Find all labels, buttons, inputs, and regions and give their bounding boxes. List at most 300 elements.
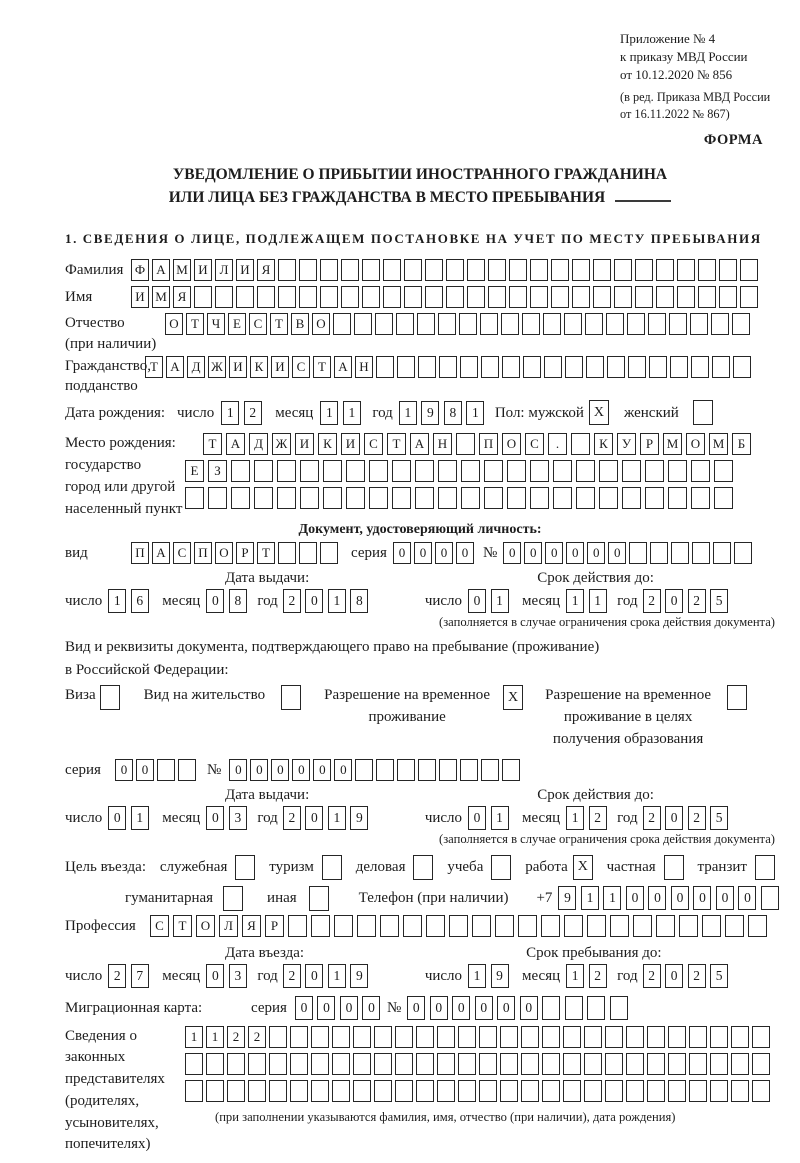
form-cell (323, 487, 342, 509)
form-cell (521, 1053, 539, 1075)
form-cell (584, 1053, 602, 1075)
identity-doc-header: Документ, удостоверяющий личность: (298, 522, 542, 538)
form-cell (392, 460, 411, 482)
form-cell (397, 356, 415, 378)
form-cell (467, 259, 485, 281)
form-cell: Р (265, 915, 284, 937)
form-cell (714, 487, 733, 509)
sex-label: Пол: мужской (494, 404, 584, 421)
form-cell: 1 (328, 589, 346, 613)
day-label: число (424, 809, 463, 826)
form-cell (668, 460, 687, 482)
form-cell (446, 259, 464, 281)
month-label: месяц (162, 967, 201, 984)
form-cell (733, 356, 751, 378)
birthplace-label-line: государство (65, 457, 142, 474)
form-cell (479, 1053, 497, 1075)
form-cell (320, 259, 338, 281)
surname-row (65, 259, 775, 281)
form-cell (740, 286, 758, 308)
form-cell: Я (242, 915, 261, 937)
form-cell (418, 759, 436, 781)
form-cell (648, 313, 666, 335)
form-cell (403, 915, 422, 937)
form-cell: Т (203, 433, 222, 455)
form-cell (290, 1026, 308, 1048)
form-cell: 0 (393, 542, 411, 564)
residence-valid-month (566, 806, 611, 830)
form-cell: О (196, 915, 215, 937)
purpose-commercial-checkbox (413, 855, 433, 880)
form-cell (458, 1026, 476, 1048)
birthplace-row1-cells (203, 433, 755, 455)
form-cell (488, 286, 506, 308)
day-label: число (424, 593, 463, 610)
form-cell (395, 1053, 413, 1075)
form-cell: М (173, 259, 191, 281)
form-cell (670, 356, 688, 378)
form-cell (288, 915, 307, 937)
valid-until-header: Срок действия до: (537, 786, 654, 803)
form-cell (714, 460, 733, 482)
year-label: год (257, 967, 278, 984)
form-cell: 2 (688, 806, 706, 830)
form-cell (438, 460, 457, 482)
form-cell (650, 542, 668, 564)
form-cell: М (709, 433, 728, 455)
purpose-option (698, 855, 775, 880)
form-cell (488, 259, 506, 281)
form-cell: Т (387, 433, 406, 455)
sex-female-label: женский (623, 404, 679, 421)
form-cell: 0 (693, 886, 711, 910)
form-cell (635, 259, 653, 281)
form-cell: О (686, 433, 705, 455)
form-cell: 0 (497, 996, 515, 1020)
month-label: месяц (522, 593, 561, 610)
form-cell (752, 1080, 770, 1102)
form-cell: 1 (108, 589, 126, 613)
form-cell (647, 1080, 665, 1102)
form-cell: 2 (589, 964, 607, 988)
form-cell: 0 (566, 542, 584, 564)
form-cell (544, 356, 562, 378)
form-cell: П (479, 433, 498, 455)
form-cell (509, 259, 527, 281)
phone-prefix: +7 (536, 890, 553, 907)
form-cell: 2 (283, 964, 301, 988)
representatives-row1-cells (185, 1026, 773, 1048)
form-cell (495, 915, 514, 937)
form-title (65, 163, 775, 210)
form-cell (541, 915, 560, 937)
residence-doc-intro-line2: в Российской Федерации: (65, 661, 229, 678)
form-cell: О (312, 313, 330, 335)
form-cell (320, 542, 338, 564)
form-cell (215, 286, 233, 308)
representatives-label-line: законных (65, 1049, 126, 1066)
representatives-label-line: (родителях, (65, 1092, 140, 1109)
phone-cells (558, 886, 783, 910)
stay-month (566, 964, 611, 988)
form-cell (416, 1026, 434, 1048)
profession-row (65, 915, 775, 937)
form-cell (668, 487, 687, 509)
form-cell: 0 (313, 759, 331, 781)
form-cell (500, 1053, 518, 1075)
form-cell (691, 356, 709, 378)
form-cell (507, 487, 526, 509)
form-cell: А (410, 433, 429, 455)
form-cell (629, 542, 647, 564)
birthdate-label: Дата рождения: (65, 404, 166, 421)
form-cell (542, 1026, 560, 1048)
form-cell (369, 460, 388, 482)
residence-date-headers (65, 787, 775, 804)
birth-month-cells (320, 401, 365, 425)
form-cell (461, 460, 480, 482)
form-cell: 1 (491, 589, 509, 613)
form-cell: 9 (350, 964, 368, 988)
form-cell (692, 542, 710, 564)
form-cell (698, 286, 716, 308)
visa-checkbox (100, 685, 120, 710)
form-cell: Л (219, 915, 238, 937)
visa-label: Виза (65, 687, 96, 704)
purpose-option (447, 855, 511, 880)
form-cell (208, 487, 227, 509)
form-cell (236, 286, 254, 308)
form-cell (484, 487, 503, 509)
form-cell (523, 356, 541, 378)
citizenship-label-line2: подданство (65, 378, 138, 395)
doc-series-cells (393, 542, 477, 564)
form-cell (509, 286, 527, 308)
birthplace-label-line: город или другой (65, 478, 176, 495)
form-cell (564, 313, 582, 335)
form-cell (425, 286, 443, 308)
residence-doc-series-row (65, 759, 775, 781)
form-title-line1: УВЕДОМЛЕНИЕ О ПРИБЫТИИ ИНОСТРАННОГО ГРАЖДАНИНА (172, 165, 668, 183)
patronymic-label (65, 313, 165, 354)
form-cell: 0 (468, 806, 486, 830)
form-cell: 0 (136, 759, 154, 781)
form-cell (740, 259, 758, 281)
form-cell (614, 259, 632, 281)
form-cell: 1 (328, 806, 346, 830)
form-cell (376, 759, 394, 781)
form-cell: 8 (444, 401, 462, 425)
doc-kind-label: вид (65, 545, 88, 562)
form-cell: 0 (435, 542, 453, 564)
form-cell (530, 286, 548, 308)
form-cell: И (295, 433, 314, 455)
month-label: месяц (162, 593, 201, 610)
form-cell: З (208, 460, 227, 482)
form-cell (353, 1026, 371, 1048)
day-label: число (65, 967, 103, 984)
birthplace-block (65, 433, 775, 520)
form-cell: С (525, 433, 544, 455)
form-cell (593, 259, 611, 281)
form-cell: 2 (688, 964, 706, 988)
form-cell (543, 313, 561, 335)
form-cell (671, 542, 689, 564)
form-cell (323, 460, 342, 482)
purpose-option (607, 855, 684, 880)
form-cell (656, 286, 674, 308)
form-cell (206, 1080, 224, 1102)
form-cell (269, 1026, 287, 1048)
form-cell (357, 915, 376, 937)
representatives-note: (при заполнении указываются фамилия, имя, отчество (при наличии), дата рождения) (215, 1109, 676, 1124)
form-cell: 1 (589, 589, 607, 613)
form-cell (334, 915, 353, 937)
form-cell: 0 (295, 996, 313, 1020)
doc-valid-day (468, 589, 513, 613)
form-cell (438, 313, 456, 335)
birthplace-label-line: населенный пункт (65, 500, 183, 517)
form-cell (530, 460, 549, 482)
birthplace-label-line: Место рождения: (65, 435, 176, 452)
form-cell: 1 (399, 401, 417, 425)
form-cell: Л (215, 259, 233, 281)
form-cell: 2 (589, 806, 607, 830)
form-cell (460, 356, 478, 378)
form-cell: 0 (648, 886, 666, 910)
edu-residence-checkbox (727, 685, 747, 710)
form-cell: 9 (491, 964, 509, 988)
form-cell (587, 996, 605, 1020)
sex-male-checkbox: X (589, 400, 609, 425)
citizenship-label-line: Гражданство, (65, 357, 152, 374)
migration-number-cells (407, 996, 632, 1020)
form-cell: 5 (710, 806, 728, 830)
form-cell (481, 356, 499, 378)
form-cell: 0 (305, 806, 323, 830)
entry-date-headers (65, 945, 775, 962)
day-label: число (424, 967, 463, 984)
form-cell (628, 356, 646, 378)
year-label: год (372, 404, 393, 421)
form-cell (299, 259, 317, 281)
form-cell: 0 (317, 996, 335, 1020)
form-cell (572, 286, 590, 308)
form-cell (689, 1080, 707, 1102)
form-cell (362, 286, 380, 308)
purpose-option-label: работа (525, 859, 568, 876)
form-cell (679, 915, 698, 937)
number-label: № (386, 999, 402, 1016)
form-cell (572, 259, 590, 281)
form-cell: 0 (626, 886, 644, 910)
form-cell (713, 542, 731, 564)
form-cell (439, 356, 457, 378)
form-cell (530, 259, 548, 281)
residence-issue-year (283, 806, 373, 830)
form-cell (690, 313, 708, 335)
form-cell (563, 1026, 581, 1048)
patronymic-cells (165, 313, 753, 335)
migration-card-label: Миграционная карта: (65, 999, 203, 1016)
birthdate-row (65, 400, 775, 425)
restriction-note: (заполняется в случае ограничения срока действия документа) (439, 615, 775, 630)
birthplace-cells (185, 433, 755, 514)
form-cell (383, 286, 401, 308)
firstname-row (65, 286, 775, 308)
form-cell: Т (257, 542, 275, 564)
form-cell (460, 759, 478, 781)
form-cell (277, 460, 296, 482)
surname-cells (131, 259, 761, 281)
form-cell (712, 356, 730, 378)
form-cell (446, 286, 464, 308)
purpose-other-checkbox (309, 886, 329, 911)
form-cell (362, 259, 380, 281)
form-cell (185, 487, 204, 509)
residence-valid-day (468, 806, 513, 830)
form-cell: 0 (665, 806, 683, 830)
form-cell (484, 460, 503, 482)
form-cell: О (165, 313, 183, 335)
form-cell (353, 1053, 371, 1075)
form-cell (689, 1026, 707, 1048)
form-cell (731, 1026, 749, 1048)
form-cell: И (236, 259, 254, 281)
form-cell: И (341, 433, 360, 455)
valid-until-header: Срок действия до: (537, 570, 654, 587)
day-label: число (65, 593, 103, 610)
form-cell (585, 313, 603, 335)
form-cell (257, 286, 275, 308)
form-cell (761, 886, 779, 910)
month-label: месяц (275, 404, 314, 421)
form-cell (553, 460, 572, 482)
profession-cells (150, 915, 771, 937)
form-cell (461, 487, 480, 509)
form-cell (622, 487, 641, 509)
representatives-label-line: усыновителях, (65, 1114, 159, 1131)
residence-issue-day (108, 806, 153, 830)
form-cell: 1 (566, 806, 584, 830)
form-cell: И (131, 286, 149, 308)
form-cell: О (215, 542, 233, 564)
form-cell (605, 1080, 623, 1102)
form-cell: Ж (208, 356, 226, 378)
form-cell (553, 487, 572, 509)
form-cell (354, 313, 372, 335)
form-cell: 6 (131, 589, 149, 613)
form-cell (374, 1026, 392, 1048)
form-cell: 0 (206, 589, 224, 613)
form-cell (277, 487, 296, 509)
form-cell: 1 (491, 806, 509, 830)
representatives-label-line: Сведения о (65, 1027, 137, 1044)
patronymic-row (65, 313, 775, 354)
form-cell (500, 1080, 518, 1102)
restriction-note: (заполняется в случае ограничения срока действия документа) (439, 831, 775, 846)
form-cell: 2 (643, 964, 661, 988)
doc-valid-year (643, 589, 733, 613)
revision-block (620, 89, 775, 123)
birthplace-row3-cells (185, 487, 755, 509)
form-cell: 0 (608, 542, 626, 564)
form-cell (380, 915, 399, 937)
form-cell (564, 915, 583, 937)
form-cell (185, 1080, 203, 1102)
form-cell (518, 915, 537, 937)
form-cell (725, 915, 744, 937)
form-cell (647, 1026, 665, 1048)
form-cell (481, 759, 499, 781)
form-cell (710, 1053, 728, 1075)
form-cell (563, 1080, 581, 1102)
purpose-tourism-checkbox (322, 855, 342, 880)
form-cell (415, 487, 434, 509)
edu-residence-label (537, 685, 719, 750)
form-cell (606, 313, 624, 335)
form-cell (254, 460, 273, 482)
form-cell: 1 (131, 806, 149, 830)
form-cell (438, 487, 457, 509)
sex-female-checkbox (693, 400, 713, 425)
form-cell: 0 (665, 589, 683, 613)
form-cell (677, 286, 695, 308)
form-cell (748, 915, 767, 937)
form-cell: А (334, 356, 352, 378)
form-cell (458, 1053, 476, 1075)
form-cell: 2 (244, 401, 262, 425)
form-cell: К (250, 356, 268, 378)
form-cell (449, 915, 468, 937)
form-cell (311, 1080, 329, 1102)
citizenship-label (65, 356, 152, 397)
temp-residence-label-line: Разрешение на временное (324, 687, 491, 704)
form-cell (656, 915, 675, 937)
form-cell (719, 259, 737, 281)
form-cell (458, 1080, 476, 1102)
purpose-option (525, 855, 593, 880)
purpose-option (356, 855, 434, 880)
form-cell: С (173, 542, 191, 564)
number-label: № (207, 761, 222, 778)
form-cell: 0 (206, 964, 224, 988)
form-cell (610, 996, 628, 1020)
form-cell (626, 1053, 644, 1075)
form-cell: О (502, 433, 521, 455)
form-cell: 2 (248, 1026, 266, 1048)
form-cell (395, 1080, 413, 1102)
revision-line: от 16.11.2022 № 867) (620, 106, 730, 121)
form-cell: Т (270, 313, 288, 335)
form-cell: Т (145, 356, 163, 378)
form-cell (397, 759, 415, 781)
purpose-option-label: гуманитарная (125, 890, 214, 907)
entry-month (206, 964, 251, 988)
form-cell (248, 1053, 266, 1075)
edu-residence-label-line: проживание в целях (563, 709, 693, 726)
form-cell (417, 313, 435, 335)
form-cell: 0 (545, 542, 563, 564)
appendix-line: Приложение № 4 (620, 31, 716, 46)
representatives-label-line: попечителях) (65, 1136, 151, 1153)
form-cell (702, 915, 721, 937)
form-cell (698, 259, 716, 281)
form-cell (507, 460, 526, 482)
form-cell (311, 1026, 329, 1048)
doc-kind-cells (131, 542, 341, 564)
form-cell: 0 (108, 806, 126, 830)
